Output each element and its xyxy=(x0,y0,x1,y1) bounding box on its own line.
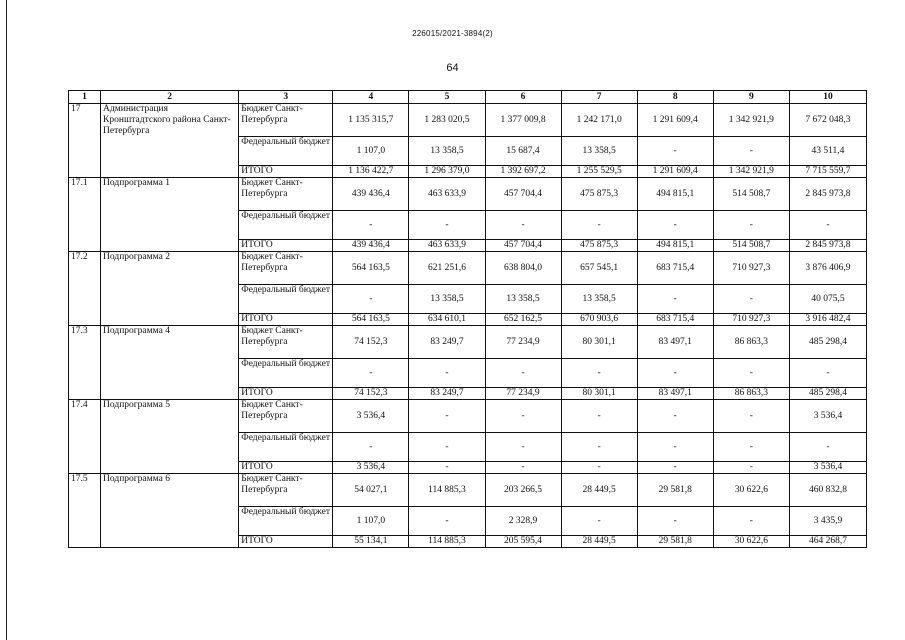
funding-source: Федеральный бюджет xyxy=(239,285,333,314)
funding-source: Бюджет Санкт-Петербурга xyxy=(239,326,333,359)
value-cell: 514 508,7 xyxy=(713,178,789,211)
value-cell: 2 845 973,8 xyxy=(789,240,866,252)
value-cell: 564 163,5 xyxy=(333,314,409,326)
value-cell: 485 298,4 xyxy=(789,388,866,400)
row-number: 17 xyxy=(69,104,101,178)
document-id: 226015/2021-3894(2) xyxy=(412,29,493,38)
table-row xyxy=(69,400,867,433)
value-cell: - xyxy=(485,211,561,240)
col-header: 4 xyxy=(333,91,409,104)
value-cell: 463 633,9 xyxy=(409,178,485,211)
value-cell: 1 392 697,2 xyxy=(485,166,561,178)
funding-source: ИТОГО xyxy=(239,166,333,178)
value-cell: - xyxy=(713,137,789,166)
value-cell: 683 715,4 xyxy=(637,314,713,326)
value-cell: 114 885,3 xyxy=(409,474,485,507)
row-number: 17.3 xyxy=(69,326,101,400)
value-cell: 55 134,1 xyxy=(333,536,409,548)
value-cell: 683 715,4 xyxy=(637,252,713,285)
value-cell: 7 715 559,7 xyxy=(789,166,866,178)
value-cell: 77 234,9 xyxy=(485,388,561,400)
program-name: Подпрограмма 6 xyxy=(101,474,239,548)
col-header: 10 xyxy=(789,91,866,104)
funding-source: Федеральный бюджет xyxy=(239,359,333,388)
table-row xyxy=(69,326,867,359)
value-cell: - xyxy=(409,433,485,462)
value-cell: 2 845 973,8 xyxy=(789,178,866,211)
value-cell: 460 832,8 xyxy=(789,474,866,507)
value-cell: 1 255 529,5 xyxy=(561,166,637,178)
value-cell: 485 298,4 xyxy=(789,326,866,359)
col-header: 1 xyxy=(69,91,101,104)
value-cell: 1 107,0 xyxy=(333,507,409,536)
value-cell: 1 136 422,7 xyxy=(333,166,409,178)
row-number: 17.2 xyxy=(69,252,101,326)
program-name: Подпрограмма 5 xyxy=(101,400,239,474)
funding-source: Бюджет Санкт-Петербурга xyxy=(239,252,333,285)
funding-source: ИТОГО xyxy=(239,240,333,252)
value-cell: 29 581,8 xyxy=(637,536,713,548)
value-cell: 457 704,4 xyxy=(485,240,561,252)
value-cell: 494 815,1 xyxy=(637,240,713,252)
value-cell: - xyxy=(561,507,637,536)
value-cell: 43 511,4 xyxy=(789,137,866,166)
page-number: 64 xyxy=(446,62,459,74)
value-cell: 3 536,4 xyxy=(333,400,409,433)
value-cell: 494 815,1 xyxy=(637,178,713,211)
value-cell: 83 497,1 xyxy=(637,326,713,359)
funding-source: Бюджет Санкт-Петербурга xyxy=(239,400,333,433)
program-name: Подпрограмма 4 xyxy=(101,326,239,400)
value-cell: 80 301,1 xyxy=(561,326,637,359)
header-row xyxy=(69,91,867,104)
table-body xyxy=(69,104,867,548)
col-header: 3 xyxy=(239,91,333,104)
value-cell: 30 622,6 xyxy=(713,536,789,548)
value-cell: 28 449,5 xyxy=(561,536,637,548)
value-cell: - xyxy=(637,400,713,433)
value-cell: 74 152,3 xyxy=(333,326,409,359)
value-cell: 1 283 020,5 xyxy=(409,104,485,137)
value-cell: 564 163,5 xyxy=(333,252,409,285)
value-cell: 86 863,3 xyxy=(713,326,789,359)
table-row xyxy=(69,474,867,507)
value-cell: 514 508,7 xyxy=(713,240,789,252)
value-cell: 670 903,6 xyxy=(561,314,637,326)
value-cell: 83 249,7 xyxy=(409,388,485,400)
value-cell: 621 251,6 xyxy=(409,252,485,285)
value-cell: 3 536,4 xyxy=(789,400,866,433)
table-row xyxy=(69,252,867,285)
value-cell: 29 581,8 xyxy=(637,474,713,507)
funding-source: Бюджет Санкт-Петербурга xyxy=(239,104,333,137)
value-cell: 710 927,3 xyxy=(713,314,789,326)
value-cell: - xyxy=(561,211,637,240)
funding-source: Федеральный бюджет xyxy=(239,433,333,462)
value-cell: - xyxy=(713,285,789,314)
value-cell: - xyxy=(637,137,713,166)
value-cell: - xyxy=(789,359,866,388)
value-cell: 439 436,4 xyxy=(333,178,409,211)
value-cell: - xyxy=(485,433,561,462)
value-cell: 475 875,3 xyxy=(561,178,637,211)
value-cell: - xyxy=(561,433,637,462)
table-row xyxy=(69,104,867,137)
value-cell: - xyxy=(713,211,789,240)
value-cell: - xyxy=(789,433,866,462)
value-cell: - xyxy=(713,400,789,433)
value-cell: 54 027,1 xyxy=(333,474,409,507)
value-cell: - xyxy=(409,359,485,388)
value-cell: - xyxy=(789,211,866,240)
value-cell: - xyxy=(637,507,713,536)
row-number: 17.1 xyxy=(69,178,101,252)
value-cell: 83 249,7 xyxy=(409,326,485,359)
value-cell: - xyxy=(409,462,485,474)
value-cell: 13 358,5 xyxy=(561,285,637,314)
value-cell: 710 927,3 xyxy=(713,252,789,285)
value-cell: - xyxy=(333,285,409,314)
value-cell: 638 804,0 xyxy=(485,252,561,285)
value-cell: 30 622,6 xyxy=(713,474,789,507)
value-cell: 657 545,1 xyxy=(561,252,637,285)
value-cell: 457 704,4 xyxy=(485,178,561,211)
funding-source: ИТОГО xyxy=(239,462,333,474)
value-cell: 1 342 921,9 xyxy=(713,104,789,137)
value-cell: 13 358,5 xyxy=(409,137,485,166)
scan-edge-line xyxy=(0,0,7,640)
funding-source: ИТОГО xyxy=(239,314,333,326)
value-cell: - xyxy=(485,359,561,388)
value-cell: 634 610,1 xyxy=(409,314,485,326)
value-cell: - xyxy=(561,400,637,433)
value-cell: - xyxy=(637,462,713,474)
value-cell: 463 633,9 xyxy=(409,240,485,252)
value-cell: - xyxy=(485,462,561,474)
value-cell: - xyxy=(637,433,713,462)
value-cell: 2 328,9 xyxy=(485,507,561,536)
value-cell: 1 296 379,0 xyxy=(409,166,485,178)
col-header: 8 xyxy=(637,91,713,104)
value-cell: 114 885,3 xyxy=(409,536,485,548)
value-cell: 439 436,4 xyxy=(333,240,409,252)
value-cell: 3 536,4 xyxy=(333,462,409,474)
funding-source: ИТОГО xyxy=(239,388,333,400)
value-cell: - xyxy=(409,400,485,433)
value-cell: 83 497,1 xyxy=(637,388,713,400)
value-cell: 205 595,4 xyxy=(485,536,561,548)
value-cell: 1 377 009,8 xyxy=(485,104,561,137)
value-cell: 80 301,1 xyxy=(561,388,637,400)
value-cell: 464 268,7 xyxy=(789,536,866,548)
funding-source: ИТОГО xyxy=(239,536,333,548)
value-cell: - xyxy=(333,433,409,462)
funding-source: Федеральный бюджет xyxy=(239,137,333,166)
funding-source: Федеральный бюджет xyxy=(239,211,333,240)
funding-source: Бюджет Санкт-Петербурга xyxy=(239,178,333,211)
value-cell: - xyxy=(333,359,409,388)
value-cell: 3 435,9 xyxy=(789,507,866,536)
value-cell: - xyxy=(333,211,409,240)
program-name: Подпрограмма 1 xyxy=(101,178,239,252)
value-cell: - xyxy=(485,400,561,433)
value-cell: 652 162,5 xyxy=(485,314,561,326)
value-cell: - xyxy=(561,359,637,388)
col-header: 5 xyxy=(409,91,485,104)
value-cell: 1 342 921,9 xyxy=(713,166,789,178)
row-number: 17.5 xyxy=(69,474,101,548)
col-header: 2 xyxy=(101,91,239,104)
value-cell: - xyxy=(561,462,637,474)
value-cell: 13 358,5 xyxy=(485,285,561,314)
col-header: 6 xyxy=(485,91,561,104)
value-cell: 74 152,3 xyxy=(333,388,409,400)
value-cell: 1 291 609,4 xyxy=(637,104,713,137)
value-cell: - xyxy=(637,359,713,388)
value-cell: - xyxy=(713,359,789,388)
value-cell: 13 358,5 xyxy=(561,137,637,166)
col-header: 7 xyxy=(561,91,637,104)
col-header: 9 xyxy=(713,91,789,104)
value-cell: - xyxy=(713,462,789,474)
program-name: Администрация Кронштадтского района Санкт-Петербурга xyxy=(101,104,239,178)
value-cell: 3 916 482,4 xyxy=(789,314,866,326)
value-cell: 7 672 048,3 xyxy=(789,104,866,137)
value-cell: 1 291 609,4 xyxy=(637,166,713,178)
value-cell: 203 266,5 xyxy=(485,474,561,507)
value-cell: 3 876 406,9 xyxy=(789,252,866,285)
value-cell: 3 536,4 xyxy=(789,462,866,474)
value-cell: 1 107,0 xyxy=(333,137,409,166)
row-number: 17.4 xyxy=(69,400,101,474)
program-name: Подпрограмма 2 xyxy=(101,252,239,326)
value-cell: 1 242 171,0 xyxy=(561,104,637,137)
value-cell: 13 358,5 xyxy=(409,285,485,314)
funding-source: Федеральный бюджет xyxy=(239,507,333,536)
value-cell: 475 875,3 xyxy=(561,240,637,252)
value-cell: 77 234,9 xyxy=(485,326,561,359)
value-cell: - xyxy=(409,507,485,536)
value-cell: - xyxy=(409,211,485,240)
table-row xyxy=(69,178,867,211)
value-cell: 15 687,4 xyxy=(485,137,561,166)
value-cell: - xyxy=(637,211,713,240)
budget-table xyxy=(68,90,867,548)
value-cell: 40 075,5 xyxy=(789,285,866,314)
value-cell: 86 863,3 xyxy=(713,388,789,400)
value-cell: 28 449,5 xyxy=(561,474,637,507)
value-cell: 1 135 315,7 xyxy=(333,104,409,137)
value-cell: - xyxy=(637,285,713,314)
value-cell: - xyxy=(713,433,789,462)
funding-source: Бюджет Санкт-Петербурга xyxy=(239,474,333,507)
value-cell: - xyxy=(713,507,789,536)
